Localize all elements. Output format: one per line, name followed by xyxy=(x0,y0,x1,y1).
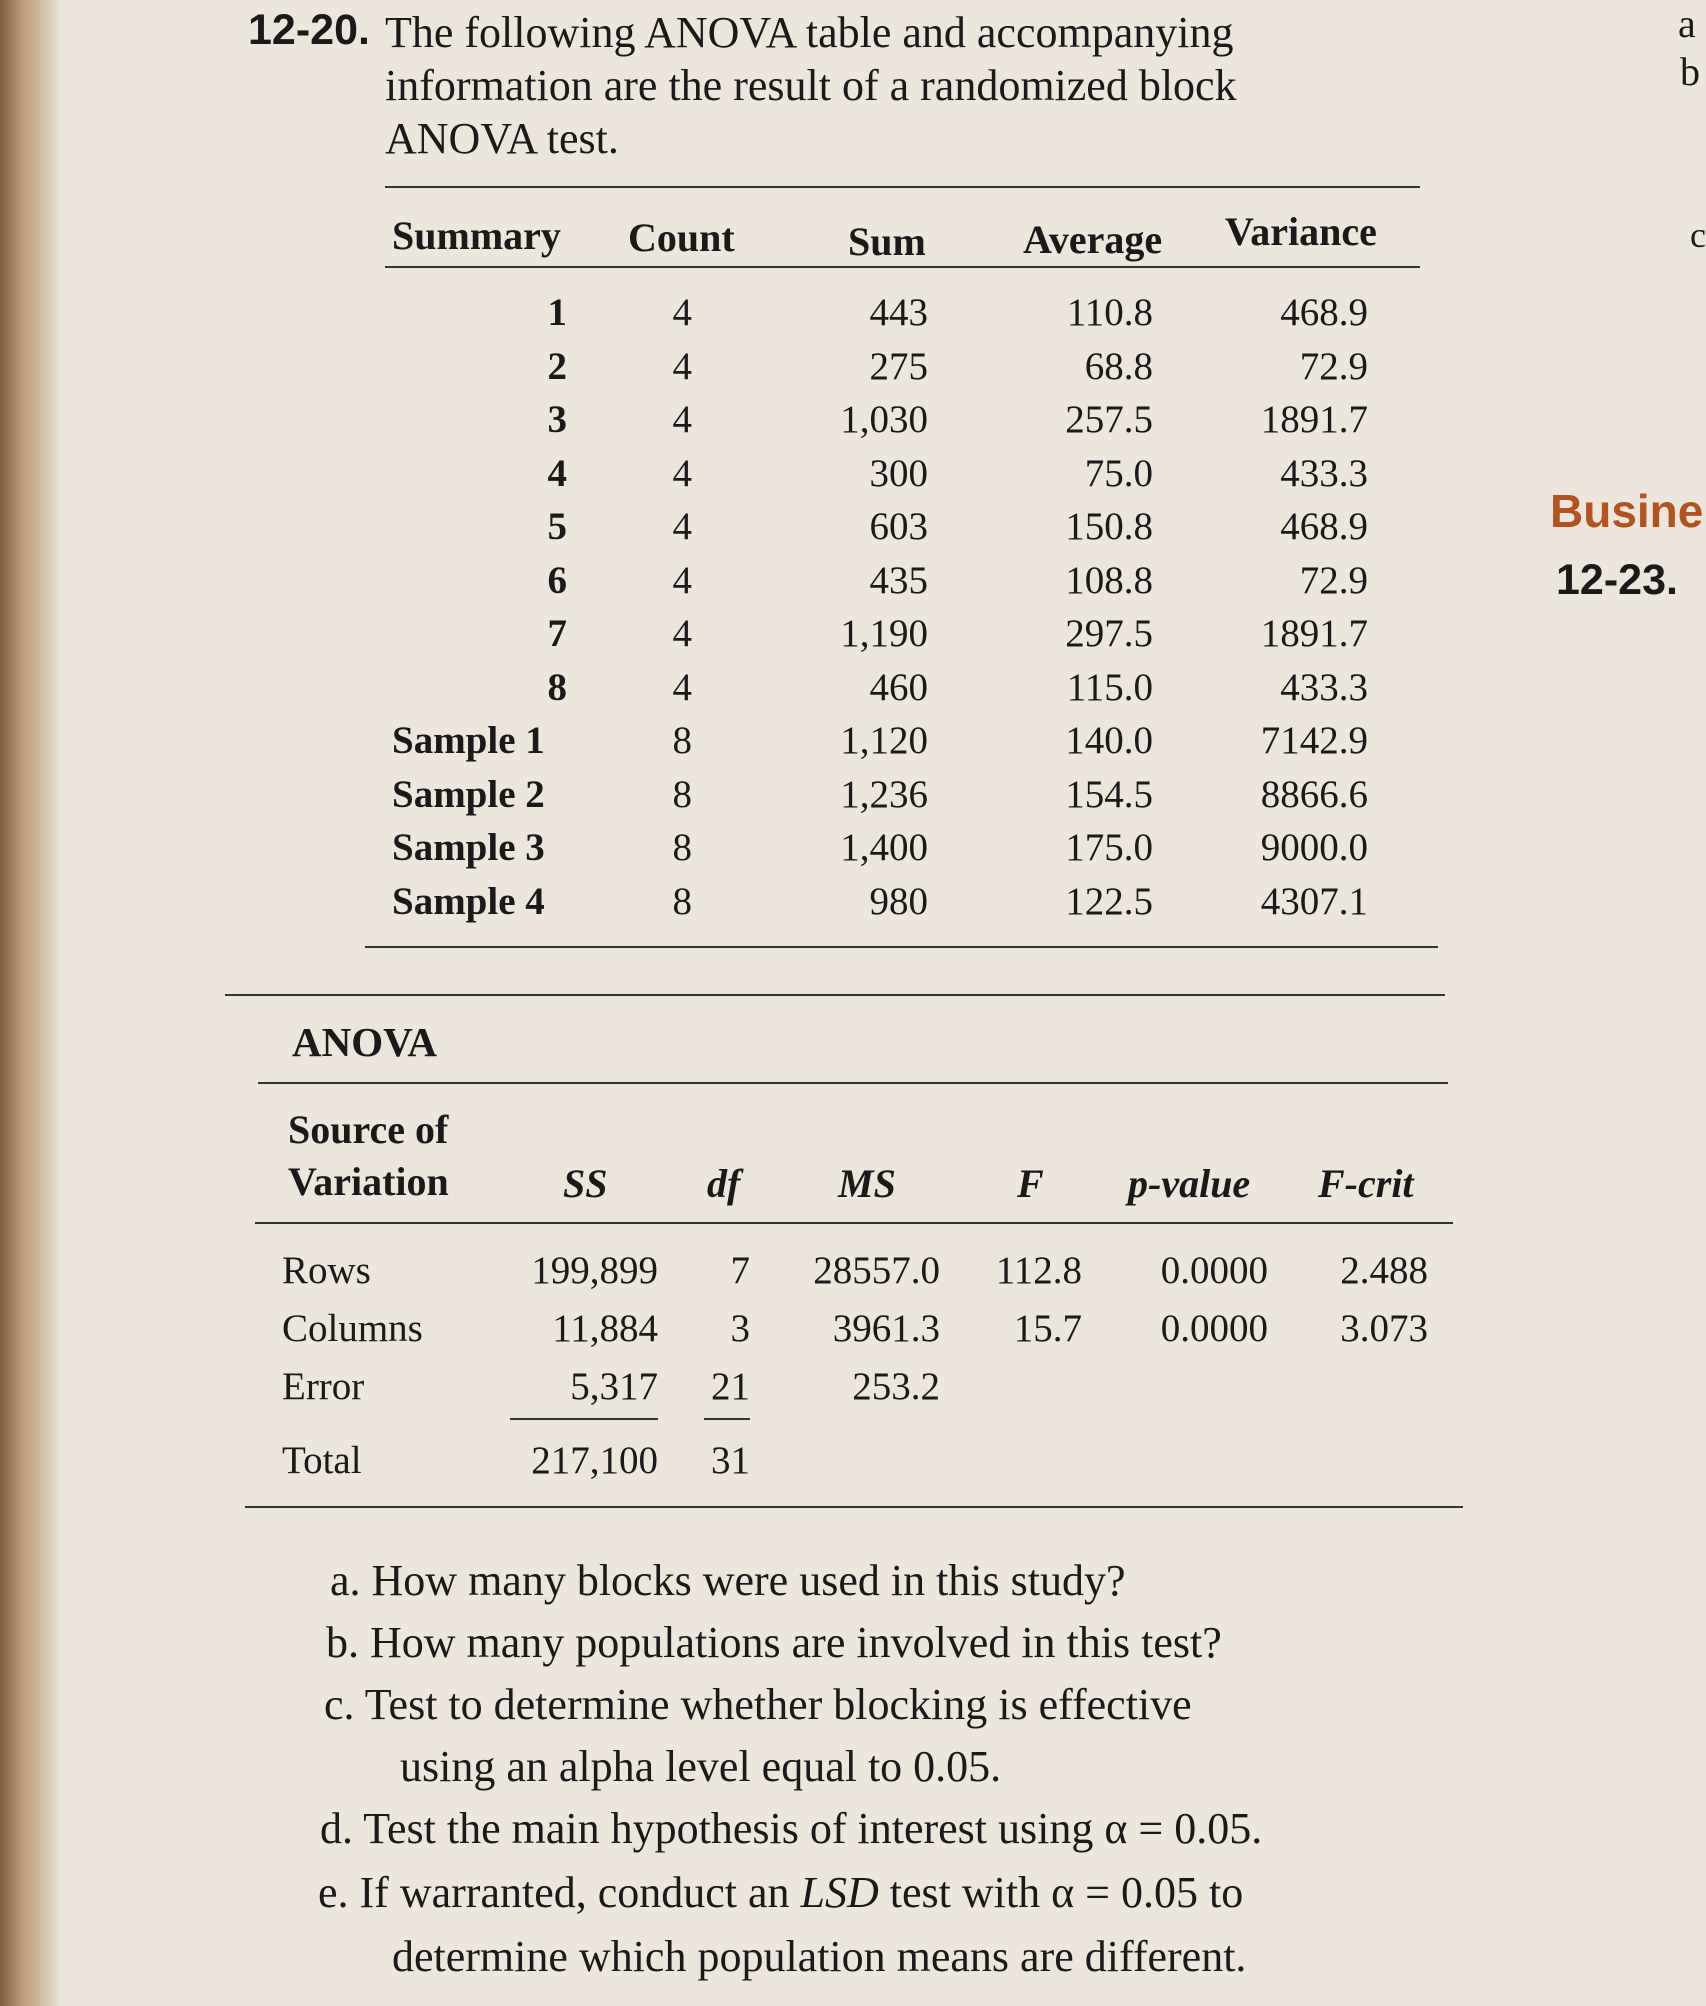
anova-source-label: Columns xyxy=(282,1307,423,1350)
ss-total-rule xyxy=(510,1418,658,1420)
summary-cell: 150.8 xyxy=(1065,505,1153,548)
question-a: a. How many blocks were used in this study? xyxy=(330,1556,1126,1605)
anova-cell: 2.488 xyxy=(1340,1249,1428,1292)
summary-cell: 3 xyxy=(547,398,567,441)
summary-cell: 8 xyxy=(672,719,692,762)
summary-cell: 154.5 xyxy=(1065,773,1153,816)
summary-cell: 75.0 xyxy=(1084,452,1153,495)
summary-cell: 1891.7 xyxy=(1260,398,1368,441)
header-summary: Summary xyxy=(392,213,561,258)
summary-bottom-rule xyxy=(365,946,1438,948)
question-e: e. If warranted, conduct an LSD test with α = 0.05 to xyxy=(318,1868,1244,1917)
summary-cell: 175.0 xyxy=(1065,826,1153,869)
anova-cell: 3.073 xyxy=(1340,1307,1428,1350)
summary-cell: Sample 3 xyxy=(392,826,545,869)
question-e-cont: determine which population means are different. xyxy=(392,1932,1247,1981)
summary-cell: Sample 4 xyxy=(392,880,545,923)
header-source-2: Variation xyxy=(288,1159,449,1204)
summary-cell: 468.9 xyxy=(1280,505,1368,548)
anova-title-rule xyxy=(258,1082,1448,1084)
df-total-rule xyxy=(704,1418,750,1420)
summary-cell: 2 xyxy=(547,345,567,388)
summary-cell: 110.8 xyxy=(1066,291,1153,334)
summary-cell: 1 xyxy=(547,291,567,334)
summary-cell: 1,190 xyxy=(840,612,928,655)
anova-source-label: Rows xyxy=(282,1249,371,1292)
anova-top-rule xyxy=(225,994,1445,996)
adjacent-text-a: a xyxy=(1678,1,1696,46)
summary-cell: 4 xyxy=(672,505,692,548)
summary-cell: 1,120 xyxy=(840,719,928,762)
summary-cell: 68.8 xyxy=(1084,345,1153,388)
summary-cell: 4 xyxy=(672,398,692,441)
summary-cell: 4307.1 xyxy=(1260,880,1368,923)
summary-cell: 1,400 xyxy=(840,826,928,869)
header-p: p-value xyxy=(1128,1161,1251,1206)
header-average: Average xyxy=(1023,217,1163,262)
header-sum: Sum xyxy=(848,219,926,264)
anova-cell: 31 xyxy=(711,1439,750,1482)
header-ss: SS xyxy=(563,1161,608,1206)
summary-cell: 8 xyxy=(547,666,567,709)
adjacent-text-b: b xyxy=(1680,49,1700,94)
header-count: Count xyxy=(628,215,735,260)
anova-title: ANOVA xyxy=(292,1019,438,1065)
business-heading: Busine xyxy=(1550,485,1704,537)
header-df: df xyxy=(707,1161,741,1206)
summary-cell: 435 xyxy=(869,559,928,602)
summary-cell: 980 xyxy=(869,880,928,923)
summary-cell: 4 xyxy=(672,559,692,602)
summary-cell: 275 xyxy=(869,345,928,388)
summary-cell: 4 xyxy=(672,612,692,655)
header-variance: Variance xyxy=(1225,209,1377,254)
summary-cell: 7 xyxy=(547,612,567,655)
summary-cell: 7142.9 xyxy=(1260,719,1368,762)
summary-cell: 9000.0 xyxy=(1260,826,1368,869)
summary-cell: 460 xyxy=(869,666,928,709)
header-ms: MS xyxy=(838,1161,896,1206)
summary-cell: 72.9 xyxy=(1299,345,1368,388)
summary-cell: 108.8 xyxy=(1065,559,1153,602)
summary-cell: Sample 1 xyxy=(392,719,545,762)
summary-cell: 1,030 xyxy=(840,398,928,441)
summary-cell: 122.5 xyxy=(1065,880,1153,923)
summary-cell: Sample 2 xyxy=(392,773,545,816)
summary-cell: 4 xyxy=(672,452,692,495)
anova-cell: 253.2 xyxy=(852,1365,940,1408)
summary-cell: 443 xyxy=(869,291,928,334)
summary-cell: 4 xyxy=(672,291,692,334)
anova-cell: 3 xyxy=(730,1307,750,1350)
summary-cell: 1891.7 xyxy=(1260,612,1368,655)
question-b: b. How many populations are involved in this test? xyxy=(326,1618,1222,1667)
summary-cell: 8 xyxy=(672,773,692,816)
problem-intro: The following ANOVA table and accompanying information are the result of a randomized block ANOVA test. xyxy=(385,8,1237,163)
summary-cell: 468.9 xyxy=(1280,291,1368,334)
summary-cell: 8 xyxy=(672,826,692,869)
anova-cell: 3961.3 xyxy=(832,1307,940,1350)
summary-cell: 8 xyxy=(672,880,692,923)
next-problem-number: 12-23. xyxy=(1556,556,1678,604)
summary-cell: 5 xyxy=(547,505,567,548)
header-source-1: Source of xyxy=(288,1107,449,1152)
anova-cell: 0.0000 xyxy=(1160,1307,1268,1350)
summary-cell: 257.5 xyxy=(1065,398,1153,441)
anova-cell: 0.0000 xyxy=(1160,1249,1268,1292)
summary-cell: 72.9 xyxy=(1299,559,1368,602)
anova-header-rule xyxy=(255,1222,1453,1224)
summary-cell: 4 xyxy=(672,666,692,709)
summary-cell: 6 xyxy=(547,559,567,602)
summary-cell: 115.0 xyxy=(1066,666,1153,709)
summary-cell: 4 xyxy=(547,452,567,495)
summary-cell: 4 xyxy=(672,345,692,388)
summary-cell: 603 xyxy=(869,505,928,548)
anova-cell: 199,899 xyxy=(531,1249,658,1292)
question-d: d. Test the main hypothesis of interest using α = 0.05. xyxy=(320,1804,1263,1853)
adjacent-text-c: c xyxy=(1690,215,1706,255)
summary-cell: 433.3 xyxy=(1280,666,1368,709)
header-fcrit: F-crit xyxy=(1318,1161,1414,1206)
summary-header-rule xyxy=(385,266,1420,268)
header-f: F xyxy=(1017,1161,1044,1206)
anova-cell: 7 xyxy=(730,1249,750,1292)
summary-cell: 297.5 xyxy=(1065,612,1153,655)
question-c-cont: using an alpha level equal to 0.05. xyxy=(400,1742,1002,1791)
question-c: c. Test to determine whether blocking is effective xyxy=(324,1680,1192,1729)
anova-source-label: Error xyxy=(282,1365,365,1408)
anova-bottom-rule xyxy=(245,1506,1463,1508)
anova-cell: 5,317 xyxy=(570,1365,658,1408)
problem-number: 12-20. xyxy=(248,6,370,54)
anova-cell: 11,884 xyxy=(552,1307,658,1350)
anova-cell: 217,100 xyxy=(531,1439,658,1482)
summary-cell: 1,236 xyxy=(840,773,928,816)
summary-cell: 433.3 xyxy=(1280,452,1368,495)
anova-cell: 21 xyxy=(711,1365,750,1408)
anova-cell: 15.7 xyxy=(1013,1307,1082,1350)
anova-cell: 28557.0 xyxy=(813,1249,940,1292)
summary-cell: 300 xyxy=(869,452,928,495)
anova-source-label: Total xyxy=(282,1439,362,1482)
summary-top-rule xyxy=(385,186,1420,188)
summary-cell: 140.0 xyxy=(1065,719,1153,762)
anova-cell: 112.8 xyxy=(995,1249,1082,1292)
summary-cell: 8866.6 xyxy=(1260,773,1368,816)
